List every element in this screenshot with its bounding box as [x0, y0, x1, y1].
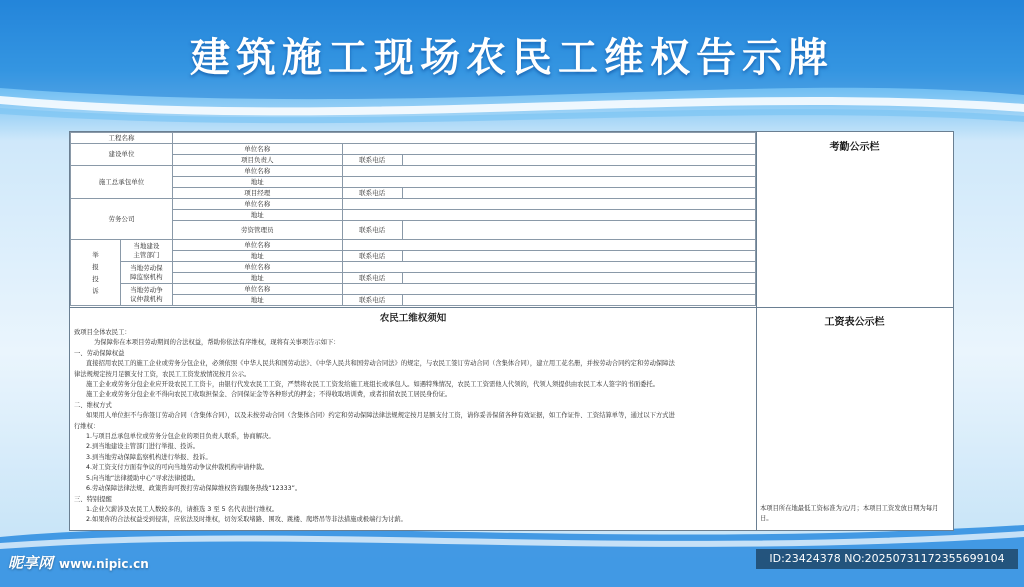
- notice-section-1: 一、劳动保障权益: [74, 349, 125, 357]
- notice-s1-paragraph-3: 施工企业或劳务分包企业不得向农民工收取担保金、合同保证金等各种形式的押金；不得收取培训费，或者扣留农民工居民身份证。: [86, 391, 452, 399]
- list-item: 6.劳动保障法律法规、政策咨询可拨打劳动保障维权咨询服务热线“12333”。: [86, 485, 302, 493]
- labor-manager-label: 劳资管理员: [172, 221, 342, 240]
- table-row: [71, 188, 756, 199]
- contractor-pm-label: 项目经理: [172, 188, 342, 199]
- notice-intro: 为保障你在本项目劳动期间的合法权益，帮助你依法有序维权，现将有关事项告示如下：: [94, 339, 340, 347]
- table-row: [71, 251, 756, 262]
- table-row: [71, 166, 756, 177]
- list-item: 5.向当地“法律援助中心”寻求法律援助。: [86, 474, 200, 482]
- table-row: [71, 210, 756, 221]
- table-row: [71, 240, 756, 251]
- contractor-label: 施工总承包单位: [71, 166, 173, 199]
- vertical-divider: [756, 132, 757, 530]
- report-complaint-label: 举 报 投 诉: [71, 240, 121, 306]
- contractor-address-label: 地址: [172, 177, 342, 188]
- project-name-value: [172, 133, 755, 144]
- builder-label: 建设单位: [71, 144, 173, 166]
- attendance-panel-title: 考勤公示栏: [829, 142, 880, 153]
- notice-board: [69, 131, 954, 531]
- notice-greeting: 致项目全体农民工：: [74, 329, 131, 336]
- list-item: 4.对工资支付方面有争议的可向当地劳动争议仲裁机构申请仲裁。: [86, 464, 269, 472]
- labor-unit-name-label: 单位名称: [172, 199, 342, 210]
- table-row: [71, 262, 756, 273]
- notice-s1-paragraph-1: 直接招用农民工的施工企业或劳务分包企业，必须依照《中华人民共和国劳动法》、《中华人民共和国劳动合同法》的规定，与农民工签订劳动合同（含集体合同），建立用工花名册，并按劳动合同约定和劳动保障法: [86, 360, 675, 368]
- project-name-label: 工程名称: [71, 133, 173, 144]
- contractor-unit-name-label: 单位名称: [172, 166, 342, 177]
- notice-s1-paragraph-2: 施工企业或劳务分包企业应开设农民工工资卡，由银行代发农民工工资，严禁将农民工工资发给施工班组长或承包人。如遇特殊情况，农民工工资需他人代领的，代领人须提供由农民工本人签字的书面委托。: [86, 381, 660, 389]
- table-row: [71, 199, 756, 210]
- list-item: 3.到当地劳动保障监察机构进行举报、投诉。: [86, 453, 212, 461]
- gov-arbitration-address-label: 地址: [172, 295, 342, 306]
- watermark-brand-name: 昵享网: [8, 554, 54, 572]
- watermark-url: www.nipic.cn: [59, 557, 149, 571]
- gov-labor-phone-label: 联系电话: [342, 273, 402, 284]
- contractor-phone-label: 联系电话: [342, 188, 402, 199]
- salary-note: 本项目所在地最低工资标准为元/月；本项目工资发放日期为每月日。: [760, 505, 939, 522]
- gov-labor-label: 当地劳动保 障监察机构: [120, 262, 172, 284]
- gov-construction-address-label: 地址: [172, 251, 342, 262]
- gov-construction-unit-label: 单位名称: [172, 240, 342, 251]
- labor-company-label: 劳务公司: [71, 199, 173, 240]
- gov-construction-label: 当地建设 主管部门: [120, 240, 172, 262]
- horizontal-divider: [70, 307, 953, 308]
- table-row: [71, 295, 756, 306]
- notice-s2-paragraph-1: 如果用人单位拒不与你签订劳动合同（含集体合同），以及未按劳动合同（含集体合同）约定和劳动保障法律法规规定按月足额支付工资，请你妥善保留各种有效证据，如工作证件、工资结算单等，通过以下方式进: [86, 412, 675, 420]
- table-row: [71, 221, 756, 240]
- list-item: 2.如果你的合法权益受到侵害，应依法及时维权，切勿采取堵路、围攻、跳楼、爬塔吊等非法措施或极端行为讨薪。: [86, 516, 407, 524]
- notice-s1-paragraph-1b: 律法规规定按月足额支付工资，农民工工资发放情况按月公示。: [74, 370, 251, 378]
- salary-panel-title: 工资表公示栏: [824, 317, 885, 328]
- list-item: 1.与项目总承包单位或劳务分包企业的项目负责人联系，协商解决。: [86, 433, 275, 441]
- gov-construction-phone-label: 联系电话: [342, 251, 402, 262]
- list-item: 2.到当地建设主管部门进行举报、投诉。: [86, 443, 200, 451]
- table-row: [71, 177, 756, 188]
- watermark-brand: [8, 552, 149, 573]
- project-info-table: [70, 132, 756, 306]
- builder-project-lead-label: 项目负责人: [172, 155, 342, 166]
- table-row: [71, 133, 756, 144]
- watermark-id: ID:23424378 NO:20250731172355699104: [756, 549, 1018, 569]
- table-row: [71, 273, 756, 284]
- labor-phone-label: 联系电话: [342, 221, 402, 240]
- rights-notice: [74, 312, 752, 526]
- table-row: [71, 155, 756, 166]
- gov-labor-address-label: 地址: [172, 273, 342, 284]
- gov-arbitration-unit-label: 单位名称: [172, 284, 342, 295]
- gov-labor-unit-label: 单位名称: [172, 262, 342, 273]
- notice-section-3: 三、特别提醒: [74, 495, 112, 503]
- builder-phone-label: 联系电话: [342, 155, 402, 166]
- gov-arbitration-phone-label: 联系电话: [342, 295, 402, 306]
- notice-s2-paragraph-1b: 行维权：: [74, 422, 100, 430]
- notice-section-2: 二、维权方式: [74, 401, 112, 409]
- table-row: [71, 144, 756, 155]
- gov-arbitration-label: 当地劳动争 议仲裁机构: [120, 284, 172, 306]
- labor-address-label: 地址: [172, 210, 342, 221]
- list-item: 1.企业欠薪涉及农民工人数较多的，请推选 3 至 5 名代表进行维权。: [86, 505, 279, 513]
- table-row: [71, 284, 756, 295]
- builder-unit-name-label: 单位名称: [172, 144, 342, 155]
- board-title: 建筑施工现场农民工维权告示牌: [190, 35, 834, 81]
- notice-title: 农民工维权须知: [379, 313, 447, 324]
